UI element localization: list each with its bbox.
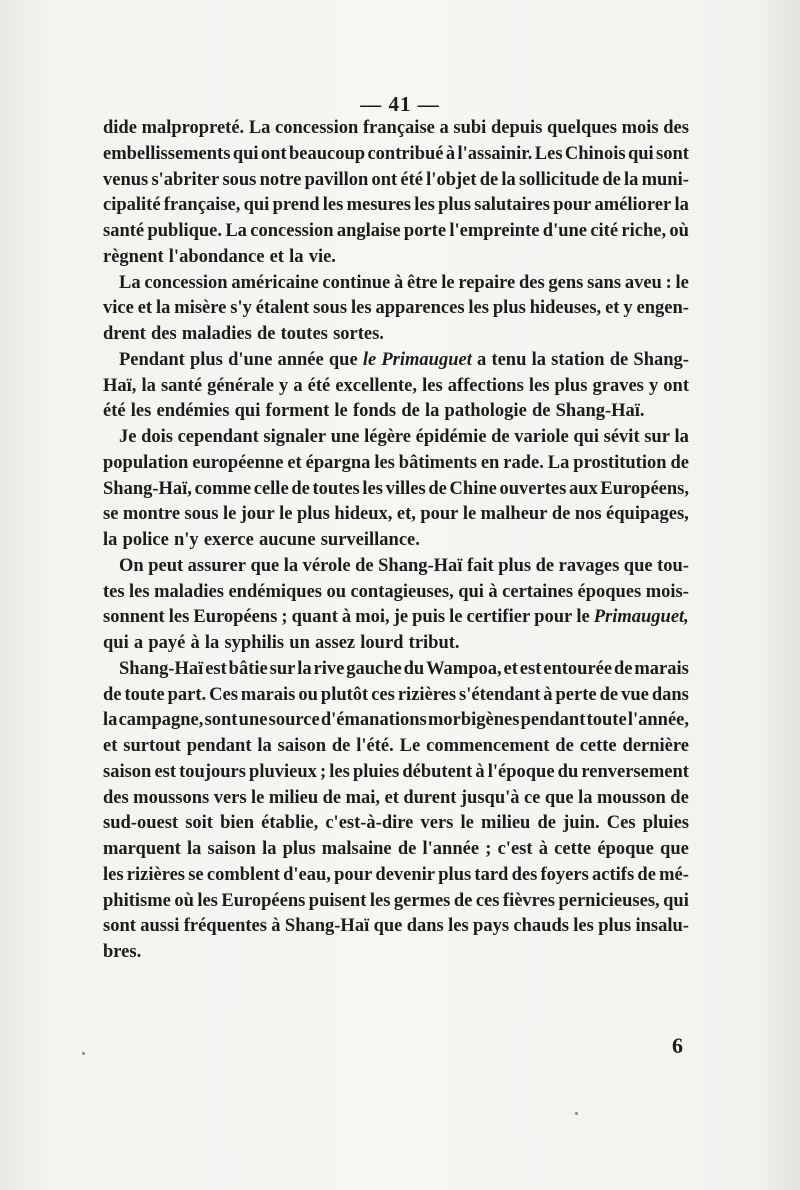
text-line: venus s'abriter sous notre pavillon ont été l'objet de la sollicitude de la muni- <box>103 169 689 190</box>
text-line: La concession américaine continue à être le repaire des gens sans aveu : le <box>119 272 689 293</box>
text-line: cipalité française, qui prend les mesures les plus salutaires pour améliorer la <box>103 195 689 216</box>
paper-speck <box>575 1112 578 1115</box>
text-line: règnent l'abondance et la vie. <box>103 246 336 267</box>
text-line: Je dois cependant signaler une légère épidémie de variole qui sévit sur la <box>119 427 689 447</box>
text-line: qui a payé à la syphilis un assez lourd tribut. <box>103 633 460 653</box>
text-line: saison est toujours pluvieux ; les pluies débutent à l'époque du renversement <box>103 761 689 782</box>
text-line: On peut assurer que la vérole de Shang-Haï fait plus de ravages que tou- <box>119 555 689 576</box>
text-line: la police n'y exerce aucune surveillance. <box>103 530 420 550</box>
body-text <box>103 116 689 966</box>
text-line: se montre sous le jour le plus hideux, et, pour le malheur de nos équipages, <box>103 504 689 525</box>
text-line: Pendant plus d'une année que le Primauguet a tenu la station de Shang- <box>119 349 689 370</box>
text-line: les rizières se comblent d'eau, pour devenir plus tard des foyers actifs de mé- <box>103 864 689 885</box>
text-line: été les endémies qui forment le fonds de la pathologie de Shang-Haï. <box>103 401 645 422</box>
text-line: marquent la saison la plus malsaine de l'année ; c'est à cette époque que <box>103 839 689 859</box>
text-line: Haï, la santé générale y a été excellente, les affections les plus graves y ont <box>103 375 689 396</box>
signature-mark: 6 <box>672 1033 683 1058</box>
text-line: embellissements qui ont beaucoup contribué à l'assainir. Les Chinois qui sont <box>103 143 689 164</box>
text-line: dide malpropreté. La concession française a subi depuis quelques mois des <box>103 118 689 138</box>
text-line: tes les maladies endémiques ou contagieuses, qui à certaines époques mois- <box>103 581 689 602</box>
text-line: sud-ouest soit bien établie, c'est-à-dire vers le milieu de juin. Ces pluies <box>103 813 689 834</box>
text-line: de toute part. Ces marais ou plutôt ces rizières s'étendant à perte de vue dans <box>103 684 689 705</box>
text-line: des moussons vers le milieu de mai, et durent jusqu'à ce que la mousson de <box>103 787 689 808</box>
text-line: bres. <box>103 942 142 962</box>
text-line: sont aussi fréquentes à Shang-Haï que dans les pays chauds les plus insalu- <box>103 916 689 937</box>
paper-speck <box>82 1052 85 1055</box>
text-line: drent des maladies de toutes sortes. <box>103 324 384 344</box>
text-line: Shang-Haï, comme celle de toutes les villes de Chine ouvertes aux Européens, <box>103 478 689 499</box>
text-line: santé publique. La concession anglaise porte l'empreinte d'une cité riche, où <box>103 221 689 241</box>
text-line: sonnent les Européens ; quant à moi, je puis le certifier pour le Primauguet, <box>103 607 689 628</box>
text-line: et surtout pendant la saison de l'été. Le commencement de cette dernière <box>103 736 689 756</box>
text-line: la campagne, sont une source d'émanations morbigènes pendant toute l'année, <box>103 710 689 731</box>
text-line: phitisme où les Européens puisent les germes de ces fièvres pernicieuses, qui <box>103 890 689 911</box>
page-number: — 41 — <box>360 92 440 116</box>
text-line: population européenne et épargna les bâtiments en rade. La prostitution de <box>103 452 689 473</box>
text-line: Shang-Haï est bâtie sur la rive gauche du Wampoa, et est entourée de marais <box>119 658 689 679</box>
text-line: vice et la misère s'y étalent sous les apparences les plus hideuses, et y engen- <box>103 298 689 319</box>
